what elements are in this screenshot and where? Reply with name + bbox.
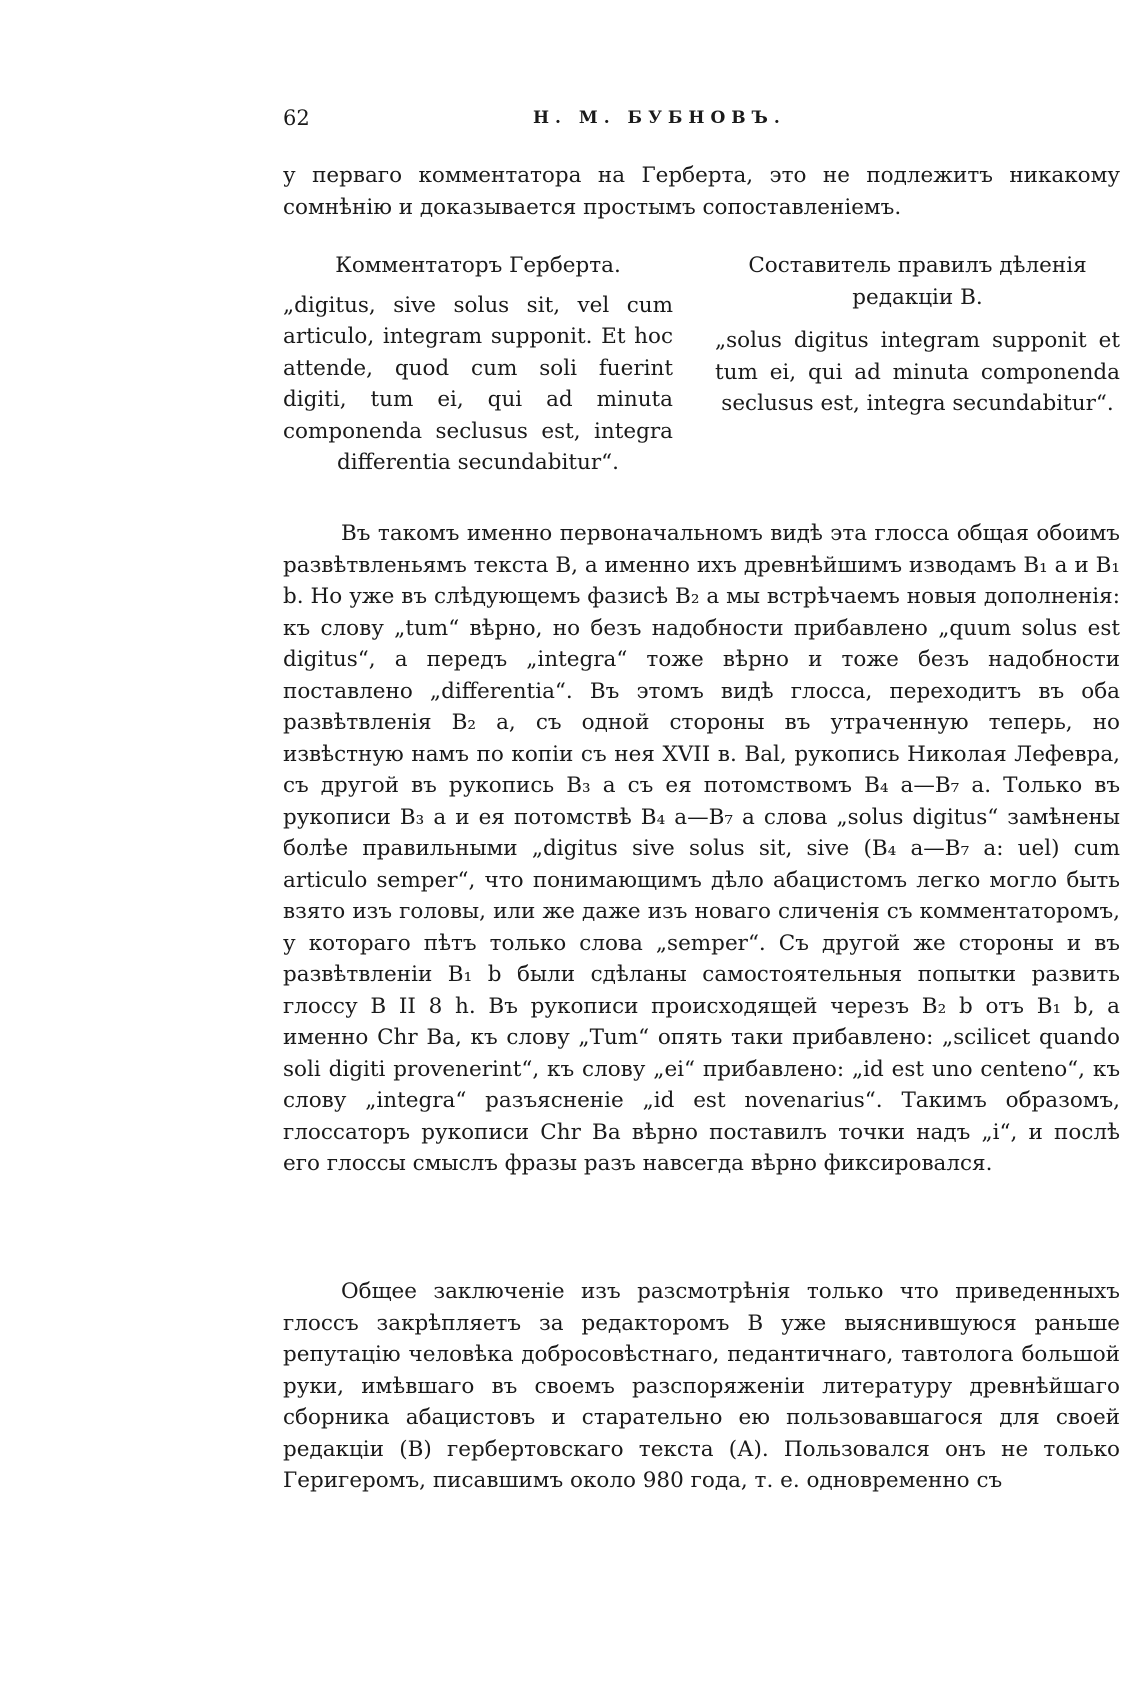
page-header: [283, 106, 803, 138]
page-number: 62: [283, 106, 310, 130]
right-column-quote: „solus digitus integram supponit et tum ei, qui ad minuta componenda seclusus est, integra secundabitur“.: [715, 328, 1120, 416]
left-column-quote: „digitus, sive solus sit, vel cum articulo, integram supponit. Et hoc attende, quod cum soli fuerint digiti, tum ei, qui ad minuta componenda seclusus est, integra differentia secundabitur“.: [283, 292, 673, 475]
left-column: [283, 250, 673, 479]
body-paragraph: Общее заключеніе изъ разсмотрѣнія только что приведенныхъ глоссъ закрѣпляетъ за редакторомъ В уже выяснившуюся раньше репутацію человѣка добросовѣстнаго, педантичнаго, тавтолога большой руки, имѣвшаго въ своемъ разспоряженіи литературу древнѣйшаго сборника абацистовъ и старательно ею пользовавшагося для своей редакціи (В) гербертовскаго текста (А). Пользовался онъ не только Геригеромъ, писавшимъ около 980 года, т. е. одновременно съ: [283, 1279, 1120, 1493]
right-column: [715, 250, 1120, 420]
intro-text: у перваго комментатора на Герберта, это не подлежитъ никакому сомнѣнію и доказывается простымъ сопоставленіемъ.: [283, 163, 1120, 220]
body-paragraph: Въ такомъ именно первоначальномъ видѣ эта глосса общая обоимъ развѣтвленьямъ текста В, а именно ихъ древнѣйшимъ изводамъ B₁ a и B₁ b. Но уже въ слѣдующемъ фазисѣ B₂ a мы встрѣчаемъ новыя дополненія: къ слову „tum“ вѣрно, но безъ надобности прибавлено „quum solus est digitus“, а передъ „integra“ тоже вѣрно и тоже безъ надобности поставлено „differentia“. Въ этомъ видѣ глосса, переходитъ въ оба развѣтвленія B₂ a, съ одной стороны въ утраченную теперь, но извѣстную намъ по копіи съ нея XVII в. Bal, рукопись Николая Лефевра, съ другой въ рукопись B₃ a съ ея потомствомъ B₄ a—B₇ a. Только въ рукописи B₃ a и ея потомствѣ B₄ a—B₇ a слова „solus digitus“ замѣнены болѣе правильными „digitus sive solus sit, sive (B₄ a—B₇ a: uel) cum articulo semper“, что понимающимъ дѣло абацистомъ легко могло быть взято изъ головы, или же даже изъ новаго сличенія съ комментаторомъ, у котораго пѣтъ только слова „semper“. Съ другой же стороны и въ развѣтвленіи B₁ b были сдѣланы самостоятельныя попытки развить глоссу В II 8 h. Въ рукописи происходящей черезъ B₂ b отъ B₁ b, а именно Chr Ba, къ слову „Tum“ опять таки прибавлено: „scilicet quando soli digiti provenerint“, къ слову „ei“ прибавлено: „id est uno centeno“, къ слову „integra“ разъясненіе „id est novenarius“. Такимъ образомъ, глоссаторъ рукописи Chr Ba вѣрно поставилъ точки надъ „i“, и послѣ его глоссы смыслъ фразы разъ навсегда вѣрно фиксировался.: [283, 521, 1120, 1176]
running-title: Н. М. БУБНОВЪ.: [533, 108, 786, 128]
right-column-heading: Составитель правилъ дѣленія редакціи В.: [748, 253, 1087, 310]
left-column-heading: Комментаторъ Герберта.: [335, 253, 621, 278]
